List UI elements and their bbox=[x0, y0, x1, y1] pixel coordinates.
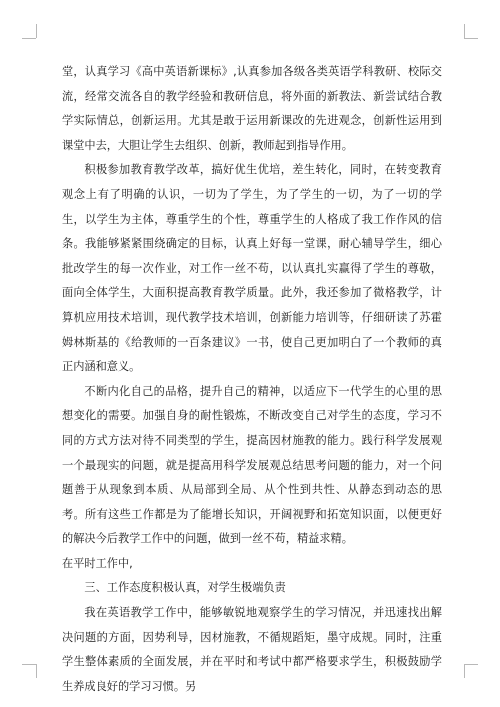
document-body bbox=[62, 60, 442, 699]
paragraph-english-teaching: 我在英语教学工作中，能够敏锐地观察学生的学习情况，并迅速找出解决问题的方面，因势利导，因材施教，不循规蹈矩，墨守成规。同时，注重学生整体素质的全面发展，并在平时和考试中都严格要求学生，积极鼓励学生养成良好的学习习惯。另 bbox=[62, 606, 442, 693]
section-heading-3: 三、工作态度积极认真，对学生极端负责 bbox=[84, 581, 286, 595]
paragraph-self-improvement: 不断内化自己的品格，提升自己的精神，以适应下一代学生的心里的思想变化的需要。加强自身的耐性锻炼，不断改变自己对学生的态度，学习不同的方式方法对待不同类型的学生，提高因材施教的能力。践行科学发展观一个最现实的问题，就是提高用科学发展观总结思考问题的能力，对一个问题善于从现象到本质、从局部到全局、从个性到共性、从静态到动态的思考。所有这些工作都是为了能增长知识，开阔视野和拓宽知识面，以便更好的解决今后教学工作中的问题，做到一丝不苟，精益求精。 bbox=[62, 384, 442, 546]
paragraph-teaching-reform: 积极参加教育教学改革，搞好优生优培，差生转化，同时，在转变教育观念上有了明确的认识，一切为了学生，为了学生的一切，为了一切的学生，以学生为主体，尊重学生的个性，尊重学生的人格成了我工作作风的信条。我能够紧紧围绕确定的目标，认真上好每一堂课，耐心辅导学生，细心批改学生的每一次作业，对工作一丝不苟，以认真扎实赢得了学生的尊敬，面向全体学生，大面积提高教育教学质量。此外，我还参加了微格教学，计算机应用技术培训，现代教学技术培训，创新能力培训等，仔细研读了苏霍姆林斯基的《给教师的一百条建议》一书，使自己更加明白了一个教师的真正内涵和意义。 bbox=[62, 163, 442, 374]
paragraph-continuation: 堂，认真学习《高中英语新课标》,认真参加各级各类英语学科教研、校际交流，经常交流各自的教学经验和教研信息，将外面的新教法、新尝试结合教学实际情总，创新运用。尤其是敢于运用新课改的先进观念，创新性运用到课堂中去，大胆让学生去组织、创新，教师起到指导作用。 bbox=[62, 65, 442, 152]
paragraph-daily-work: 在平时工作中, bbox=[62, 556, 133, 570]
